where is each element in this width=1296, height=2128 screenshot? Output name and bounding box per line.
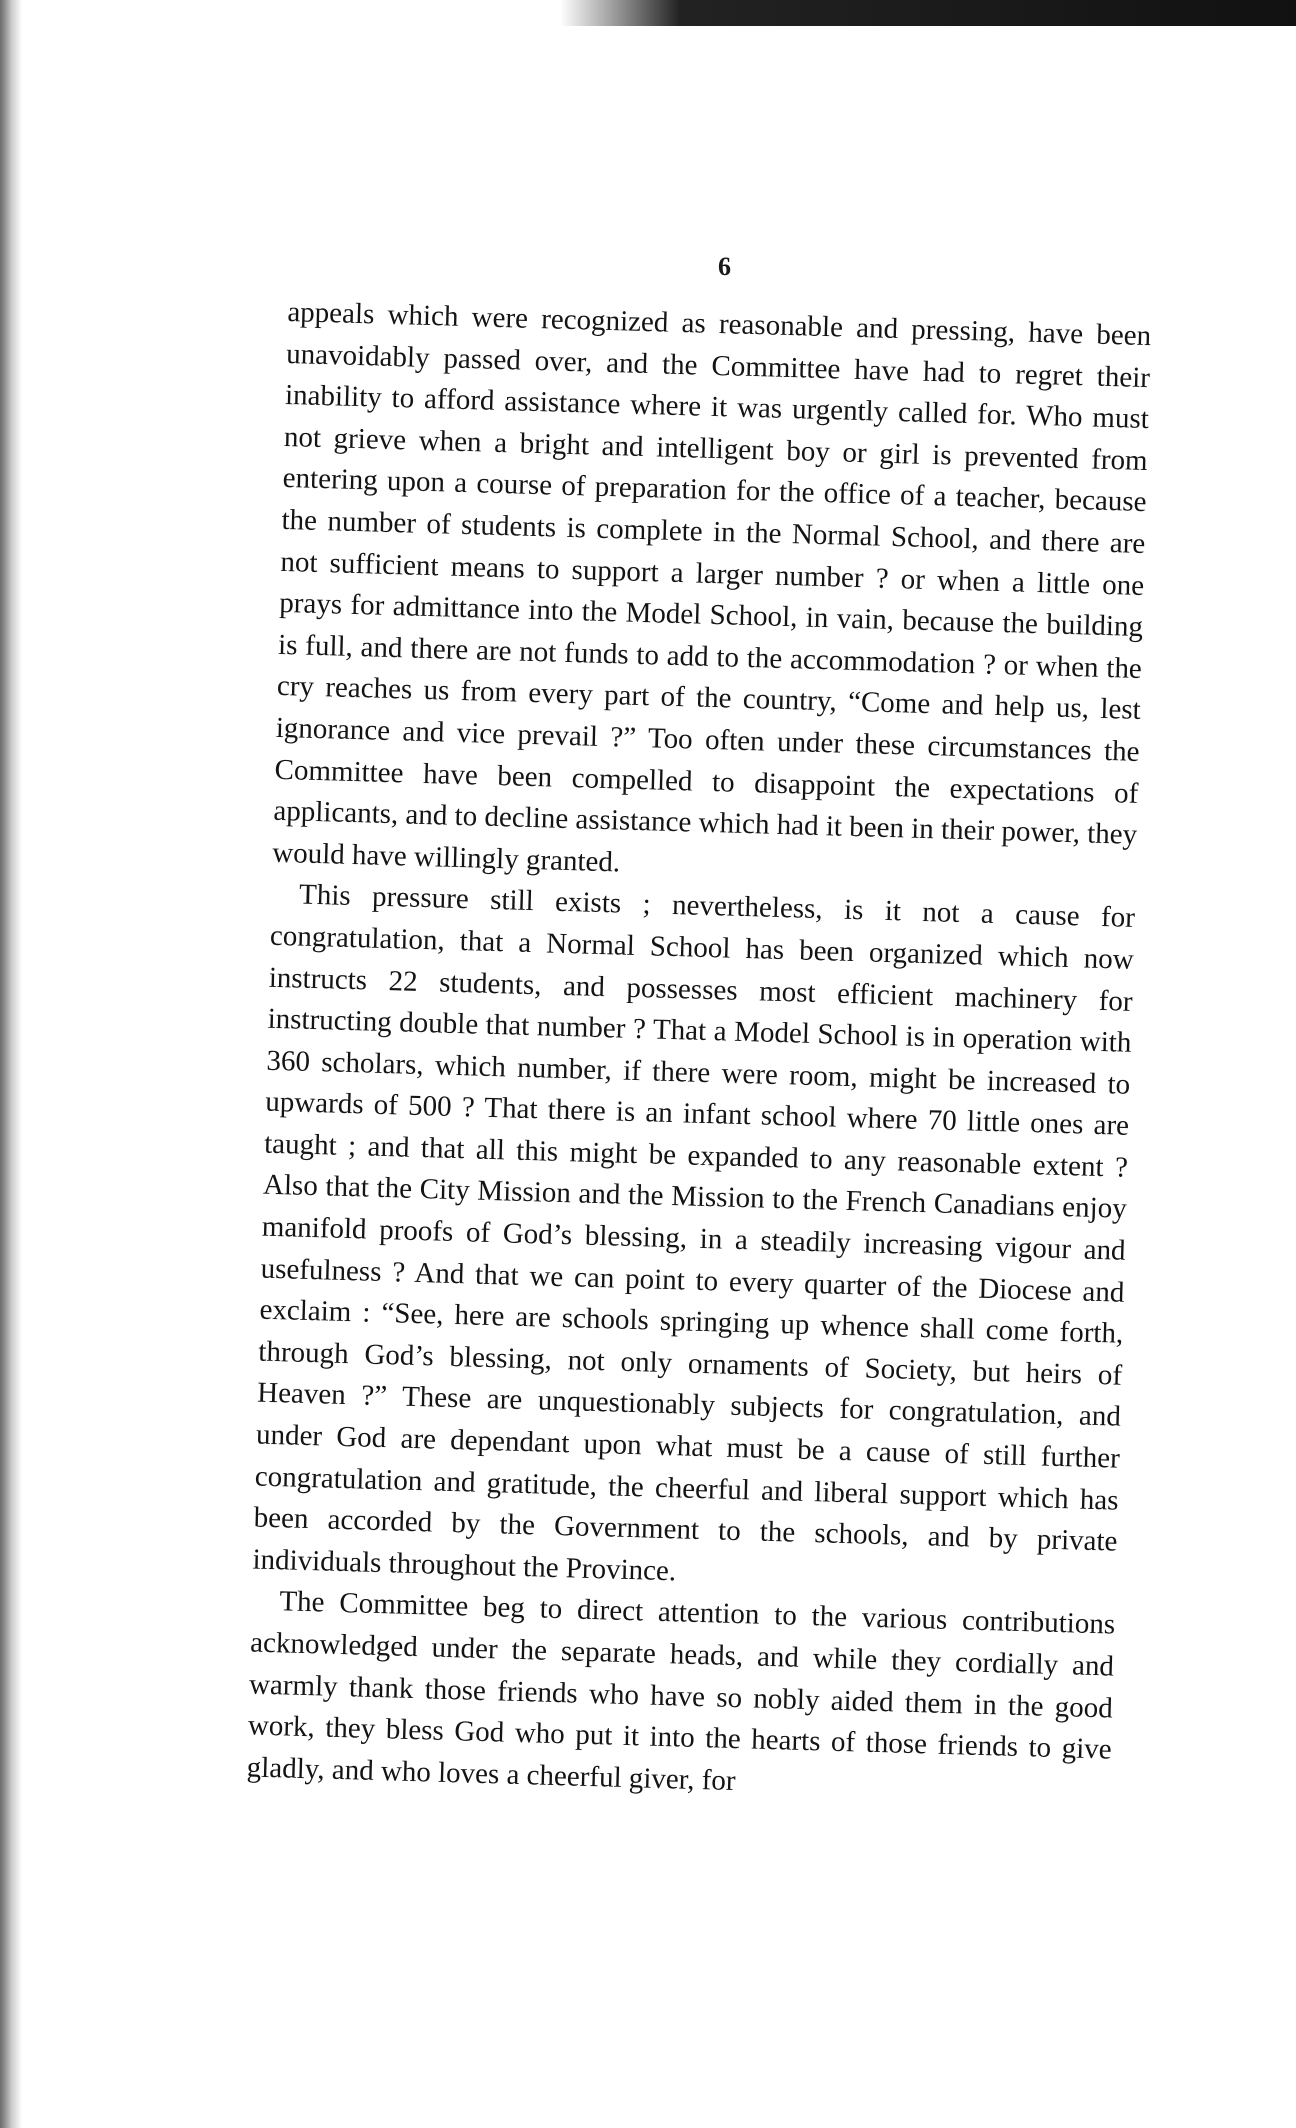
scan-top-shadow bbox=[560, 0, 1296, 26]
paragraph-1: appeals which were recognized as reasonable and pressing, have been unavoidably passed over, and the Committee have had to regret their inability to afford assistance where it was urgently called for. Who must not grieve when a bright and intelligent boy or girl is prevented from entering upon a course of preparation for the office of a teacher, because the number of students is complete in the Normal School, and there are not sufficient means to support a larger number ? or when a little one prays for admittance into the Model School, in vain, because the building is full, and there are not funds to add to the accommodation ? or when the cry reaches us from every part of the country, “Come and help us, lest ignorance and vice prevail ?” Too often under these circumstances the Committee have been compelled to disappoint the expectations of applicants, and to decline assistance which had it been in their power, they would have willingly granted. bbox=[271, 295, 1152, 879]
paragraph-3: The Committee beg to direct attention to the various contributions acknowledged under the separate heads, and while they cordially and warmly thank those friends who have so nobly aided them in the good work, they bless God who put it into the hearts of those friends to give gladly, and who loves a cheerful giver, for bbox=[246, 1585, 1116, 1797]
body-text bbox=[246, 292, 1151, 1813]
page-number: 6 bbox=[718, 252, 731, 281]
paragraph-2: This pressure still exists ; nevertheless, is it not a cause for congratulation, that a Normal School has been organized which now instructs 22 students, and possesses most efficient machinery for instructing double that number ? That a Model School is in operation with 360 scholars, which number, if there were room, might be increased to upwards of 500 ? That there is an infant school where 70 little ones are taught ; and that all this might be expanded to any reasonable extent ? Also that the City Mission and the Mission to the French Canadians enjoy manifold proofs of God’s blessing, in a steadily increasing vigour and usefulness ? And that we can point to every quarter of the Diocese and exclaim : “See, here are schools springing up whence shall come forth, through God’s blessing, not only ornaments of Society, but heirs of Heaven ?” These are unquestionably subjects for congratulation, and under God are dependant upon what must be a cause of still further congratulation and gratitude, the cheerful and liberal support which has been accorded by the Government to the schools, and by private individuals throughout the Province. bbox=[252, 878, 1136, 1588]
scan-binding-edge bbox=[0, 0, 22, 2128]
